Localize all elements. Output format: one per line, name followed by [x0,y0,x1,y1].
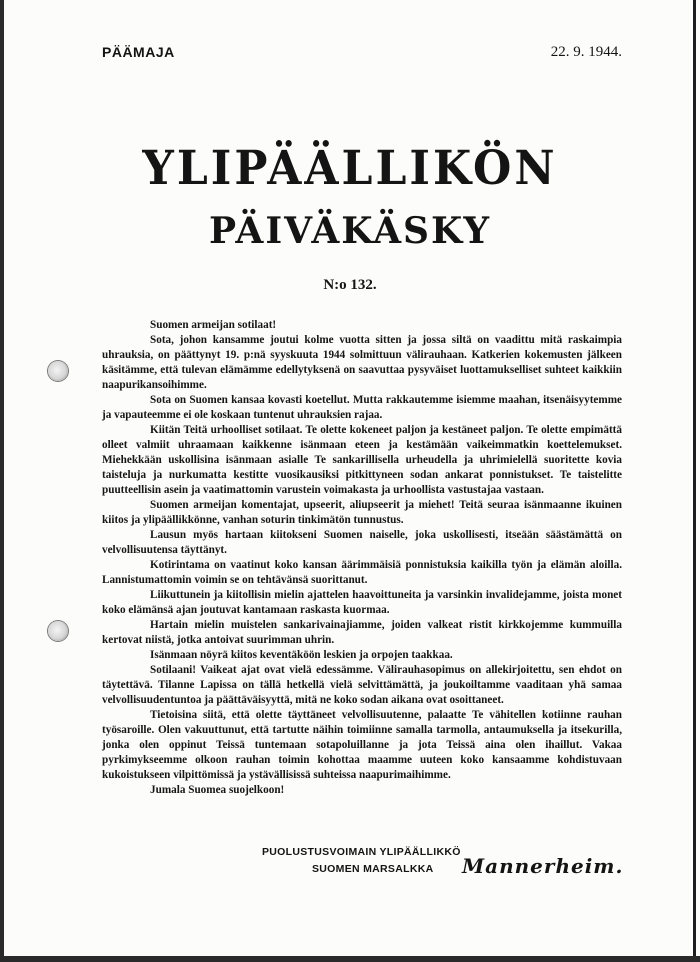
paragraph: Sota on Suomen kansaa kovasti koetellut. Mutta rakkautemme isiemme maahan, itsenäisyytemme ja vapauteemme ei ole koskaan tuntenut uhrauksien rajaa. [102,394,622,421]
paragraph: Isänmaan nöyrä kiitos keventäköön leskien ja orpojen taakkaa. [150,649,453,661]
paragraph: Lausun myös hartaan kiitokseni Suomen naiselle, joka uskollisesti, itseään säästämättä on velvollisuutensa täyttänyt. [102,529,622,556]
signature-name: Mannerheim. [462,854,624,878]
title-line-1: YLIPÄÄLLIKÖN [142,141,558,196]
punch-hole-icon [48,361,68,381]
paragraph: Hartain mielin muistelen sankarivainajiamme, joiden valkeat ristit kirkkojemme kummuilla kertovat niistä, jotka antoivat suurimman uhrin. [102,619,622,646]
paragraph: Liikuttunein ja kiitollisin mielin ajattelen haavoittuneita ja varsinkin invalidejamme, joista monet koko elämänsä ajan joutuvat kantamaan raskasta kuormaa. [102,589,622,616]
paragraph: Sotilaani! Vaikeat ajat ovat vielä edessämme. Välirauhasopimus on allekirjoitettu, sen ehdot on täytettävä. Tilanne Lapissa on tällä hetkellä vielä selvittämättä, ja joukoiltamme vaaditaan yhä samaa velvollisuudentuntoa ja päättäväisyyttä, mitä ne koko sodan aikana ovat osoittaneet. [102,664,622,706]
paragraph: Kiitän Teitä urhoolliset sotilaat. Te olette kokeneet paljon ja kestäneet paljon. Te olette empimättä olleet valmiit uhraamaan kaikkenne isänmaan eteen ja kestämään vaikeimmatkin koettelemukset. Miehekkään uskollisina isänmaan asialle Te sankarillisella urheudella ja uhrimielellä suoritette kovia taisteluja ja nurkumatta kestitte vuosikausiksi pitkittyneen sodan ankarat ponnistukset. Te taistelitte puutteellisin asein ja vaatimattomin varustein voimakasta ja urhoollista vastustajaa vastaan. [102,424,622,496]
paragraph: Jumala Suomea suojelkoon! [150,784,285,796]
scan-edge-bottom [0,956,700,962]
document-header [102,44,622,64]
paragraph: Tietoisina siitä, että olette täyttäneet velvollisuutenne, palaatte Te vähitellen kotiinne rauhan työsaroille. Olen vakuuttunut, että tartutte näihin toimiinne samalla tarmolla, antaumuksella ja itsekurilla, jonka olen oppinut Teissä tuntemaan sotapoluillanne ja jota Teissä aina olen ihaillut. Vakaa pyrkimykseemme olkoon rauhan toimin kohottaa maamme uuteen koko kansaamme kohdistuvaan kukoistukseen vilpittömissä ja ystävällisissä suhteissa naapurimaihimme. [102,709,622,781]
date-label: 22. 9. 1944. [550,44,622,60]
signer-title-line-2: SUOMEN MARSALKKA [312,863,434,875]
title-line-2: PÄIVÄKÄSKY [208,210,492,252]
paragraph: Suomen armeijan sotilaat! [150,319,277,331]
paragraph: Suomen armeijan komentajat, upseerit, aliupseerit ja miehet! Teitä seuraa isänmaanne ikuinen kiitos ja ylipäällikkönne, vanhan soturin tinkimätön tunnustus. [102,499,622,526]
signer-title-line-1: PUOLUSTUSVOIMAIN YLIPÄÄLLIKKÖ [262,846,461,858]
place-label: PÄÄMAJA [102,44,175,60]
order-number: N:o 132. [323,277,377,293]
punch-hole-icon [48,621,68,641]
paragraph: Sota, johon kansamme joutui kolme vuotta sitten ja jossa siltä on vaadittu mitä raskaimpia uhrauksia, on päättynyt 19. p:nä syyskuuta 1944 solmittuun välirauhaan. Katkerien kokemusten jälkeen käsitämme, että tulevan elämämme edellytyksenä on saavuttaa pysyväiset luottamukselliset suhteet kaikkiin naapurikansoihimme. [102,334,622,391]
paragraph: Kotirintama on vaatinut koko kansan äärimmäisiä ponnistuksia kaikilla työn ja elämän aloilla. Lannistumattomin voimin se on tehtävänsä suorittanut. [102,559,622,586]
order-body [102,318,622,798]
signature-block [262,838,622,888]
